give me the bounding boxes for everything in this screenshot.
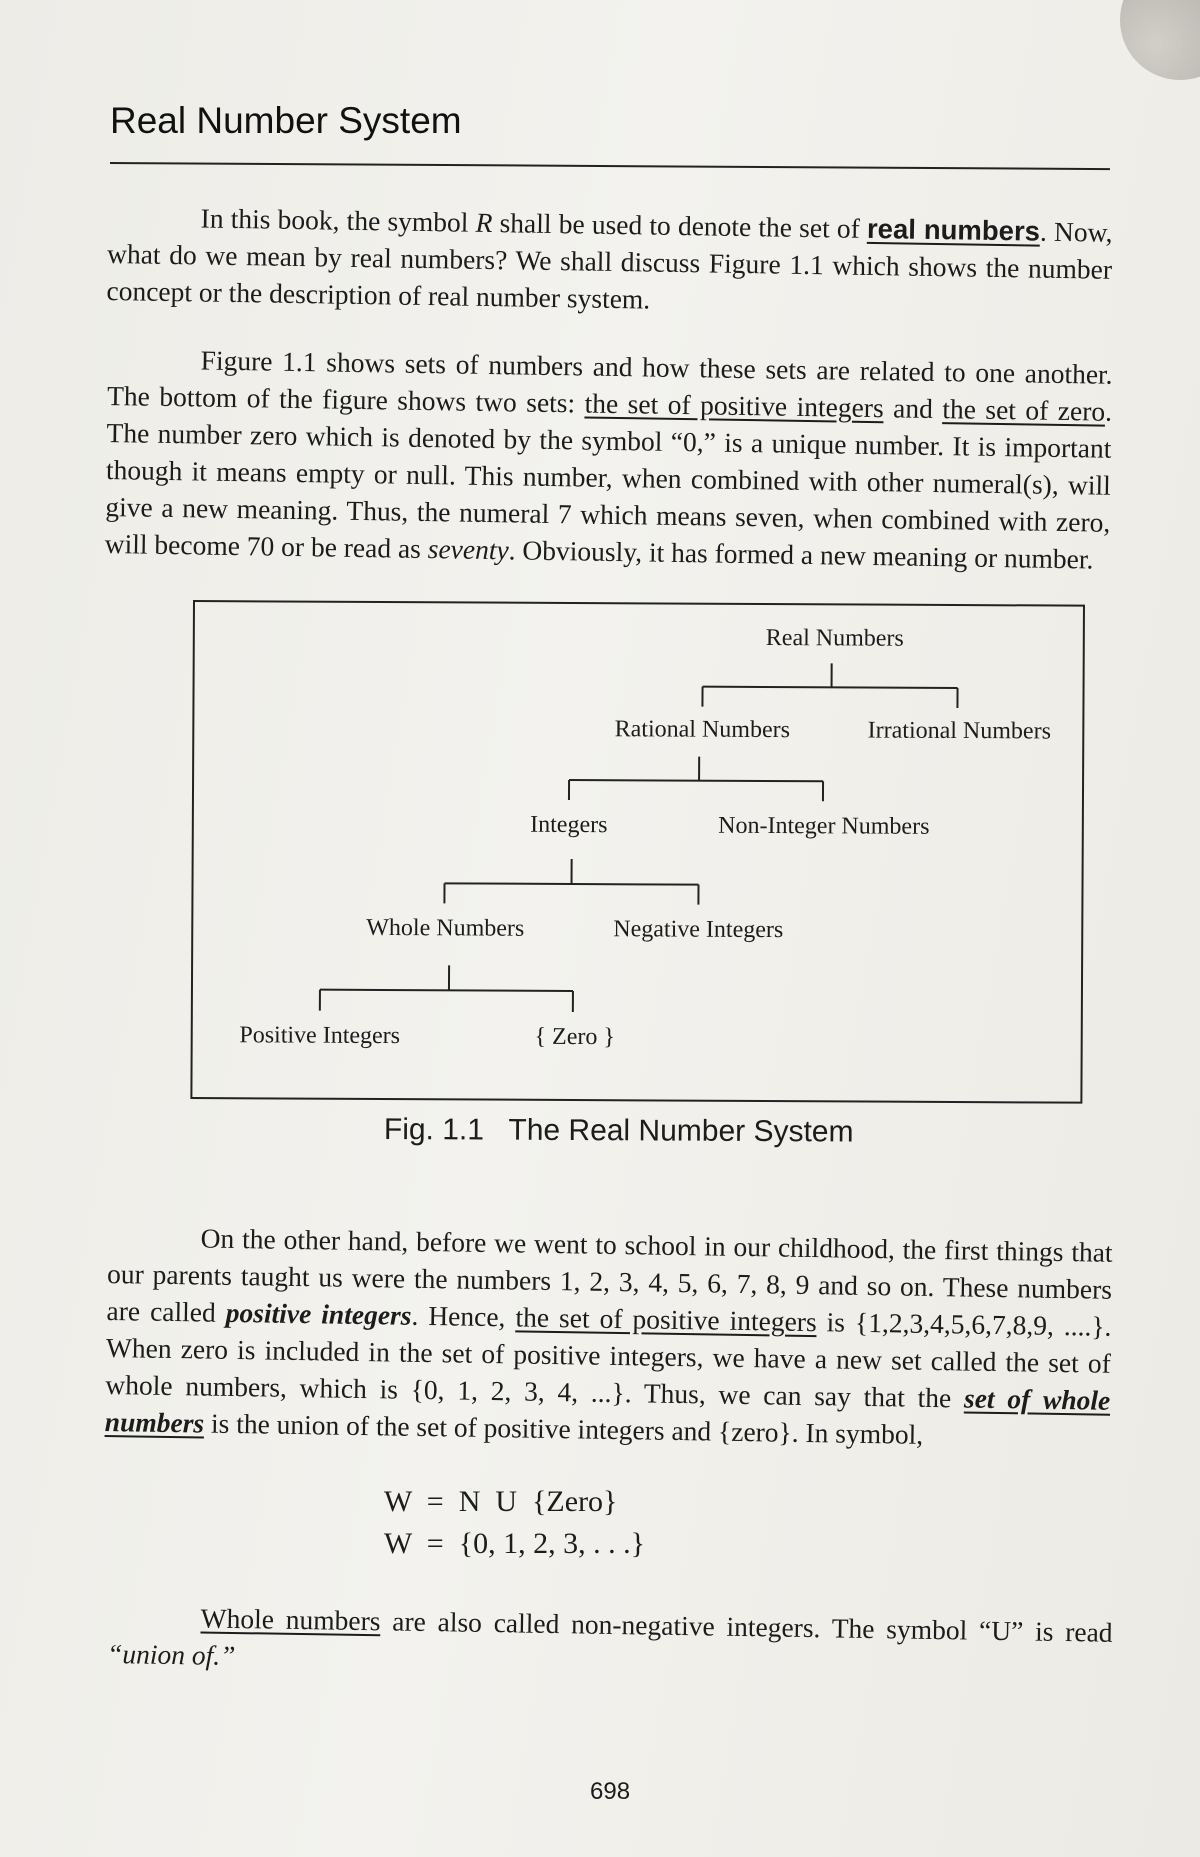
- text: On the other hand, before we went to school in our childhood, the first things that our parents taught us were the numbers 1, 2, 3, 4, 5, 6, 7, 8, 9 and so on. These numbers are called: [106, 1222, 1113, 1328]
- text: . Now, what do we mean by real numbers? We shall discuss Figure 1.1 which shows the number concept or the description of real number system.: [106, 215, 1113, 315]
- text: Figure 1.1 shows sets of numbers and how these sets are related to one another. The bottom of the figure shows two sets:: [106, 344, 1113, 419]
- node-whole-numbers: Whole Numbers: [366, 914, 525, 942]
- text: . Obviously, it has formed a new meaning or number.: [508, 534, 1094, 575]
- text: shall be used to denote the set of: [492, 207, 868, 244]
- real-number-tree-diagram: [190, 600, 1085, 1104]
- term-positive-integers-bold: positive integers: [225, 1296, 412, 1331]
- figure-explanation-paragraph: [105, 340, 1113, 578]
- node-non-integer-numbers: Non-Integer Numbers: [718, 812, 930, 840]
- text: are also called non-negative integers. The symbol “U” is read: [380, 1605, 1113, 1648]
- connector: [703, 687, 958, 688]
- page-number: 698: [590, 1778, 631, 1805]
- text: . Hence,: [411, 1299, 516, 1333]
- figure-caption: Fig. 1.1 The Real Number System: [383, 1113, 854, 1149]
- term-real-numbers: real numbers: [866, 212, 1041, 247]
- non-negative-paragraph: [107, 1598, 1113, 1688]
- node-rational-numbers: Rational Numbers: [614, 716, 791, 744]
- node-zero: { Zero }: [534, 1023, 615, 1051]
- page-title: Real Number System: [110, 100, 462, 141]
- node-positive-integers: Positive Integers: [239, 1022, 401, 1050]
- title-rule: [110, 162, 1110, 170]
- symbol-r: R: [475, 206, 493, 239]
- node-integers: Integers: [530, 811, 608, 839]
- term-union-of: “union of.”: [106, 1637, 236, 1672]
- text: In this book, the symbol: [200, 202, 476, 238]
- connector: [320, 990, 573, 991]
- connector: [445, 883, 699, 884]
- text: is {1,2,3,4,5,6,7,8,9, ....}. When zero is included in the set of positive integers, we have a new set called the set of whole numbers, which is {0, 1, 2, 3, 4, ...}. Thus, we can say that the: [105, 1306, 1112, 1414]
- intro-paragraph: [106, 198, 1113, 325]
- term-seventy: seventy: [427, 533, 509, 566]
- node-irrational-numbers: Irrational Numbers: [867, 717, 1052, 745]
- connector: [569, 780, 823, 781]
- page-corner-shadow: [1120, 0, 1200, 80]
- term-set-positive-integers: the set of positive integers: [515, 1301, 817, 1338]
- term-set-of-zero: the set of zero: [942, 393, 1106, 427]
- positive-integers-paragraph: [105, 1218, 1113, 1456]
- text: and: [883, 392, 943, 425]
- equation-whole-set: W = {0, 1, 2, 3, . . .}: [384, 1527, 645, 1560]
- term-whole-numbers: Whole numbers: [200, 1602, 381, 1637]
- node-negative-integers: Negative Integers: [613, 916, 784, 944]
- text: is the union of the set of positive integers and {zero}. In symbol,: [203, 1407, 924, 1450]
- text: . The number zero which is denoted by the symbol “0,” is a unique number. It is important though it means empty or null. This number, when combined with other numeral(s), will give a new meaning. Thus, the numeral 7 which means seven, when combined with zero, will become 70 or be read as: [104, 395, 1113, 565]
- term-positive-integers: the set of positive integers: [584, 387, 884, 424]
- equation-whole-union: W = N U {Zero}: [384, 1485, 618, 1518]
- node-real-numbers: Real Numbers: [765, 625, 904, 652]
- term-set-of-whole-numbers: set of whole numbers: [104, 1382, 1111, 1439]
